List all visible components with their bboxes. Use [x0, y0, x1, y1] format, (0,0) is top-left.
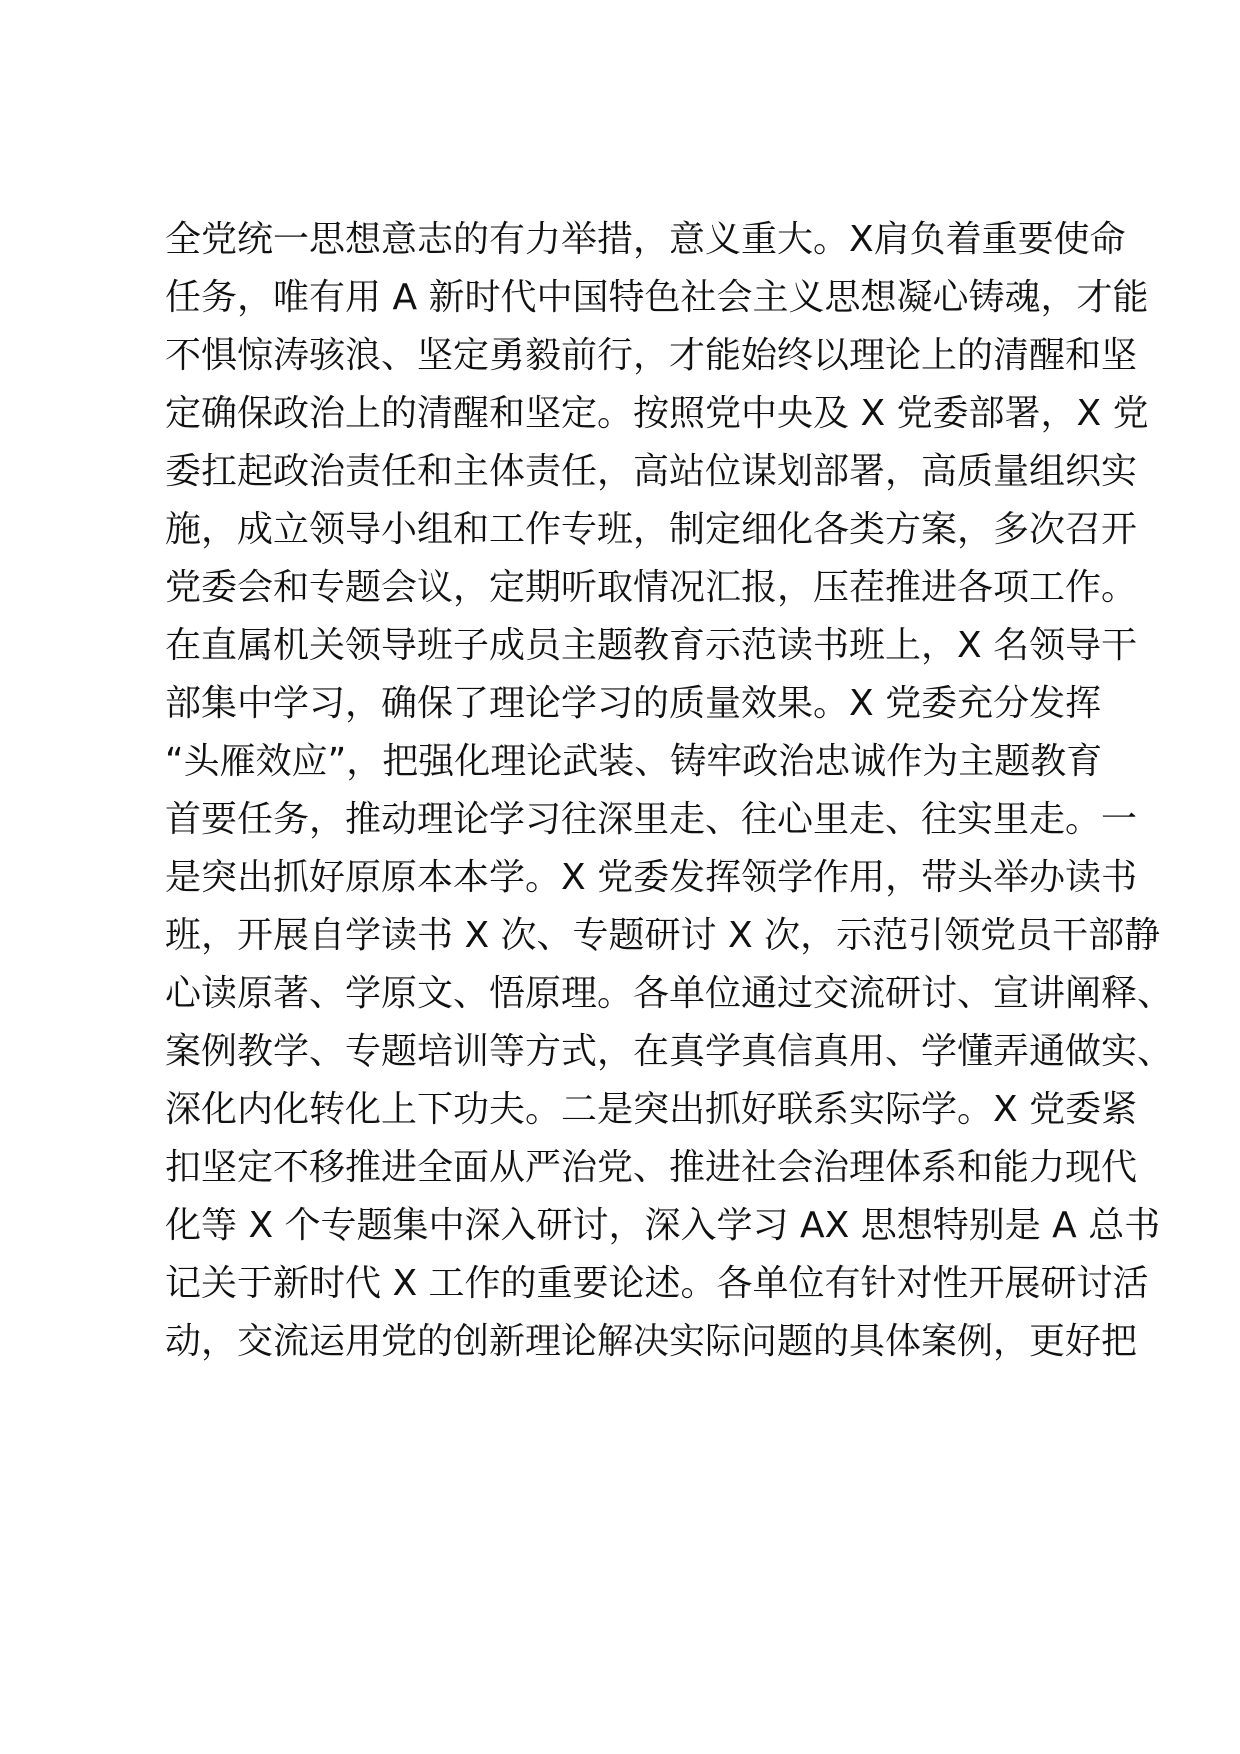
- text-line: “头雁效应”，把强化理论武装、铸牢政治忠诚作为主题教育: [165, 741, 1103, 782]
- text-line: 任务，唯有用 A 新时代中国特色社会主义思想凝心铸魂，才能: [165, 277, 1149, 318]
- text-line: 深化内化转化上下功夫。二是突出抓好联系实际学。X 党委紧: [165, 1089, 1138, 1130]
- text-line: 定确保政治上的清醒和坚定。按照党中央及 X 党委部署，X 党: [165, 393, 1149, 434]
- text-line: 动，交流运用党的创新理论解决实际问题的具体案例，更好把: [165, 1321, 1138, 1362]
- text-line: 记关于新时代 X 工作的重要论述。各单位有针对性开展研讨活: [165, 1263, 1149, 1304]
- text-line: 首要任务，推动理论学习往深里走、往心里走、往实里走。一: [165, 799, 1138, 840]
- text-line: 心读原著、学原文、悟原理。各单位通过交流研讨、宣讲阐释、: [165, 973, 1174, 1014]
- text-line: 部集中学习，确保了理论学习的质量效果。X 党委充分发挥: [165, 683, 1102, 724]
- text-line: 委扛起政治责任和主体责任，高站位谋划部署，高质量组织实: [165, 451, 1138, 492]
- text-line: 不惧惊涛骇浪、坚定勇毅前行，才能始终以理论上的清醒和坚: [165, 335, 1138, 376]
- text-line: 在直属机关领导班子成员主题教育示范读书班上，X 名领导干: [165, 625, 1138, 666]
- text-line: 扣坚定不移推进全面从严治党、推进社会治理体系和能力现代: [165, 1147, 1138, 1188]
- text-line: 施，成立领导小组和工作专班，制定细化各类方案，多次召开: [165, 509, 1138, 550]
- text-line: 是突出抓好原原本本学。X 党委发挥领学作用，带头举办读书: [165, 857, 1138, 898]
- text-line: 党委会和专题会议，定期听取情况汇报，压茬推进各项工作。: [165, 567, 1138, 608]
- text-line: 化等 X 个专题集中深入研讨，深入学习 AX 思想特别是 A 总书: [165, 1205, 1161, 1246]
- text-line: 班，开展自学读书 X 次、专题研讨 X 次，示范引领党员干部静: [165, 915, 1161, 956]
- text-line: 全党统一思想意志的有力举措，意义重大。X肩负着重要使命: [165, 219, 1126, 260]
- text-line: 案例教学、专题培训等方式，在真学真信真用、学懂弄通做实、: [165, 1031, 1174, 1072]
